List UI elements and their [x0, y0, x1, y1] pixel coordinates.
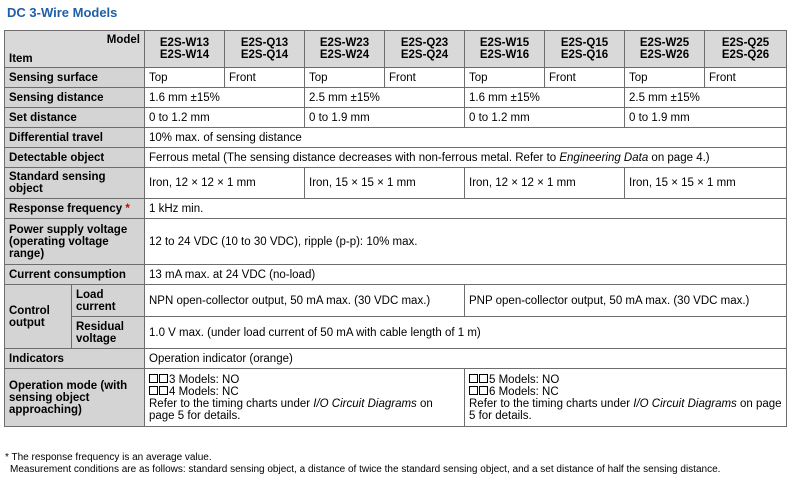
row-sensing-surface	[5, 68, 787, 88]
cell: PNP open-collector output, 50 mA max. (30 VDC max.)	[465, 285, 787, 317]
placeholder-box-icon	[159, 386, 168, 395]
cell: Front	[705, 68, 787, 88]
model-header: E2S-Q13 E2S-Q14	[225, 31, 305, 68]
cell: 10% max. of sensing distance	[145, 128, 787, 148]
cell: Front	[385, 68, 465, 88]
row-standard-sensing-object	[5, 168, 787, 199]
sub-label: Load current	[72, 285, 145, 317]
row-label: Response frequency *	[5, 199, 145, 219]
cell: Iron, 12 × 12 × 1 mm	[145, 168, 305, 199]
section-title: DC 3-Wire Models	[7, 5, 118, 20]
header-row	[5, 31, 787, 68]
row-label: Power supply voltage (operating voltage range)	[5, 219, 145, 265]
cell: 1.6 mm ±15%	[145, 88, 305, 108]
model-header: E2S-Q15 E2S-Q16	[545, 31, 625, 68]
cell: 1.0 V max. (under load current of 50 mA with cable length of 1 m)	[145, 317, 787, 349]
row-label: Differential travel	[5, 128, 145, 148]
row-current-consumption	[5, 265, 787, 285]
cell: 2.5 mm ±15%	[305, 88, 465, 108]
cell: 5 Models: NO 6 Models: NC Refer to the timing charts under I/O Circuit Diagrams on page 5 for details.	[465, 369, 787, 427]
reference-link: Engineering Data	[559, 151, 649, 164]
row-sensing-distance	[5, 88, 787, 108]
model-header: E2S-W15 E2S-W16	[465, 31, 545, 68]
item-label: Item	[9, 53, 33, 65]
row-label: Detectable object	[5, 148, 145, 168]
footnotes	[5, 452, 720, 476]
cell: Iron, 15 × 15 × 1 mm	[305, 168, 465, 199]
sub-label: Residual voltage	[72, 317, 145, 349]
row-power-supply-voltage	[5, 219, 787, 265]
model-header: E2S-Q23 E2S-Q24	[385, 31, 465, 68]
model-label: Model	[106, 34, 140, 46]
cell: Front	[225, 68, 305, 88]
cell: 1 kHz min.	[145, 199, 787, 219]
cell: Iron, 12 × 12 × 1 mm	[465, 168, 625, 199]
footnote-mark: *	[125, 202, 130, 215]
cell: Ferrous metal (The sensing distance decreases with non-ferrous metal. Refer to Engineering Data on page 4.)	[145, 148, 787, 168]
header-item-cell	[5, 31, 145, 68]
model-header: E2S-Q25 E2S-Q26	[705, 31, 787, 68]
row-operation-mode	[5, 369, 787, 427]
cell: 0 to 1.9 mm	[305, 108, 465, 128]
cell: Top	[145, 68, 225, 88]
row-label: Standard sensing object	[5, 168, 145, 199]
row-label: Current consumption	[5, 265, 145, 285]
cell: Iron, 15 × 15 × 1 mm	[625, 168, 787, 199]
cell: 12 to 24 VDC (10 to 30 VDC), ripple (p-p): 10% max.	[145, 219, 787, 265]
footnote: Measurement conditions are as follows: standard sensing object, a distance of twice the standard sensing object, and a set distance of half the sensing distance.	[10, 464, 721, 475]
cell: 0 to 1.2 mm	[465, 108, 625, 128]
cell: 2.5 mm ±15%	[625, 88, 787, 108]
cell: NPN open-collector output, 50 mA max. (30 VDC max.)	[145, 285, 465, 317]
row-label-control-output: Control output	[5, 285, 72, 349]
placeholder-box-icon	[479, 386, 488, 395]
placeholder-box-icon	[149, 386, 158, 395]
row-detectable-object	[5, 148, 787, 168]
footnote: * The response frequency is an average value.	[5, 452, 212, 463]
model-header: E2S-W25 E2S-W26	[625, 31, 705, 68]
row-response-frequency	[5, 199, 787, 219]
row-differential-travel	[5, 128, 787, 148]
placeholder-box-icon	[159, 374, 168, 383]
cell: 3 Models: NO 4 Models: NC Refer to the timing charts under I/O Circuit Diagrams on page 5 for details.	[145, 369, 465, 427]
cell: 0 to 1.9 mm	[625, 108, 787, 128]
row-residual-voltage	[5, 317, 787, 349]
model-header: E2S-W13 E2S-W14	[145, 31, 225, 68]
cell: Top	[465, 68, 545, 88]
row-label: Set distance	[5, 108, 145, 128]
cell: Front	[545, 68, 625, 88]
placeholder-box-icon	[469, 374, 478, 383]
cell: Top	[625, 68, 705, 88]
cell: 1.6 mm ±15%	[465, 88, 625, 108]
row-load-current	[5, 285, 787, 317]
reference-link: I/O Circuit Diagrams	[633, 397, 737, 410]
row-label: Sensing distance	[5, 88, 145, 108]
row-indicators	[5, 349, 787, 369]
placeholder-box-icon	[469, 386, 478, 395]
cell: 13 mA max. at 24 VDC (no-load)	[145, 265, 787, 285]
placeholder-box-icon	[149, 374, 158, 383]
cell: Top	[305, 68, 385, 88]
row-label: Sensing surface	[5, 68, 145, 88]
row-set-distance	[5, 108, 787, 128]
model-header: E2S-W23 E2S-W24	[305, 31, 385, 68]
placeholder-box-icon	[479, 374, 488, 383]
row-label: Operation mode (with sensing object approaching)	[5, 369, 145, 427]
cell: 0 to 1.2 mm	[145, 108, 305, 128]
cell: Operation indicator (orange)	[145, 349, 787, 369]
row-label: Indicators	[5, 349, 145, 369]
spec-table	[4, 30, 787, 427]
reference-link: I/O Circuit Diagrams	[313, 397, 417, 410]
